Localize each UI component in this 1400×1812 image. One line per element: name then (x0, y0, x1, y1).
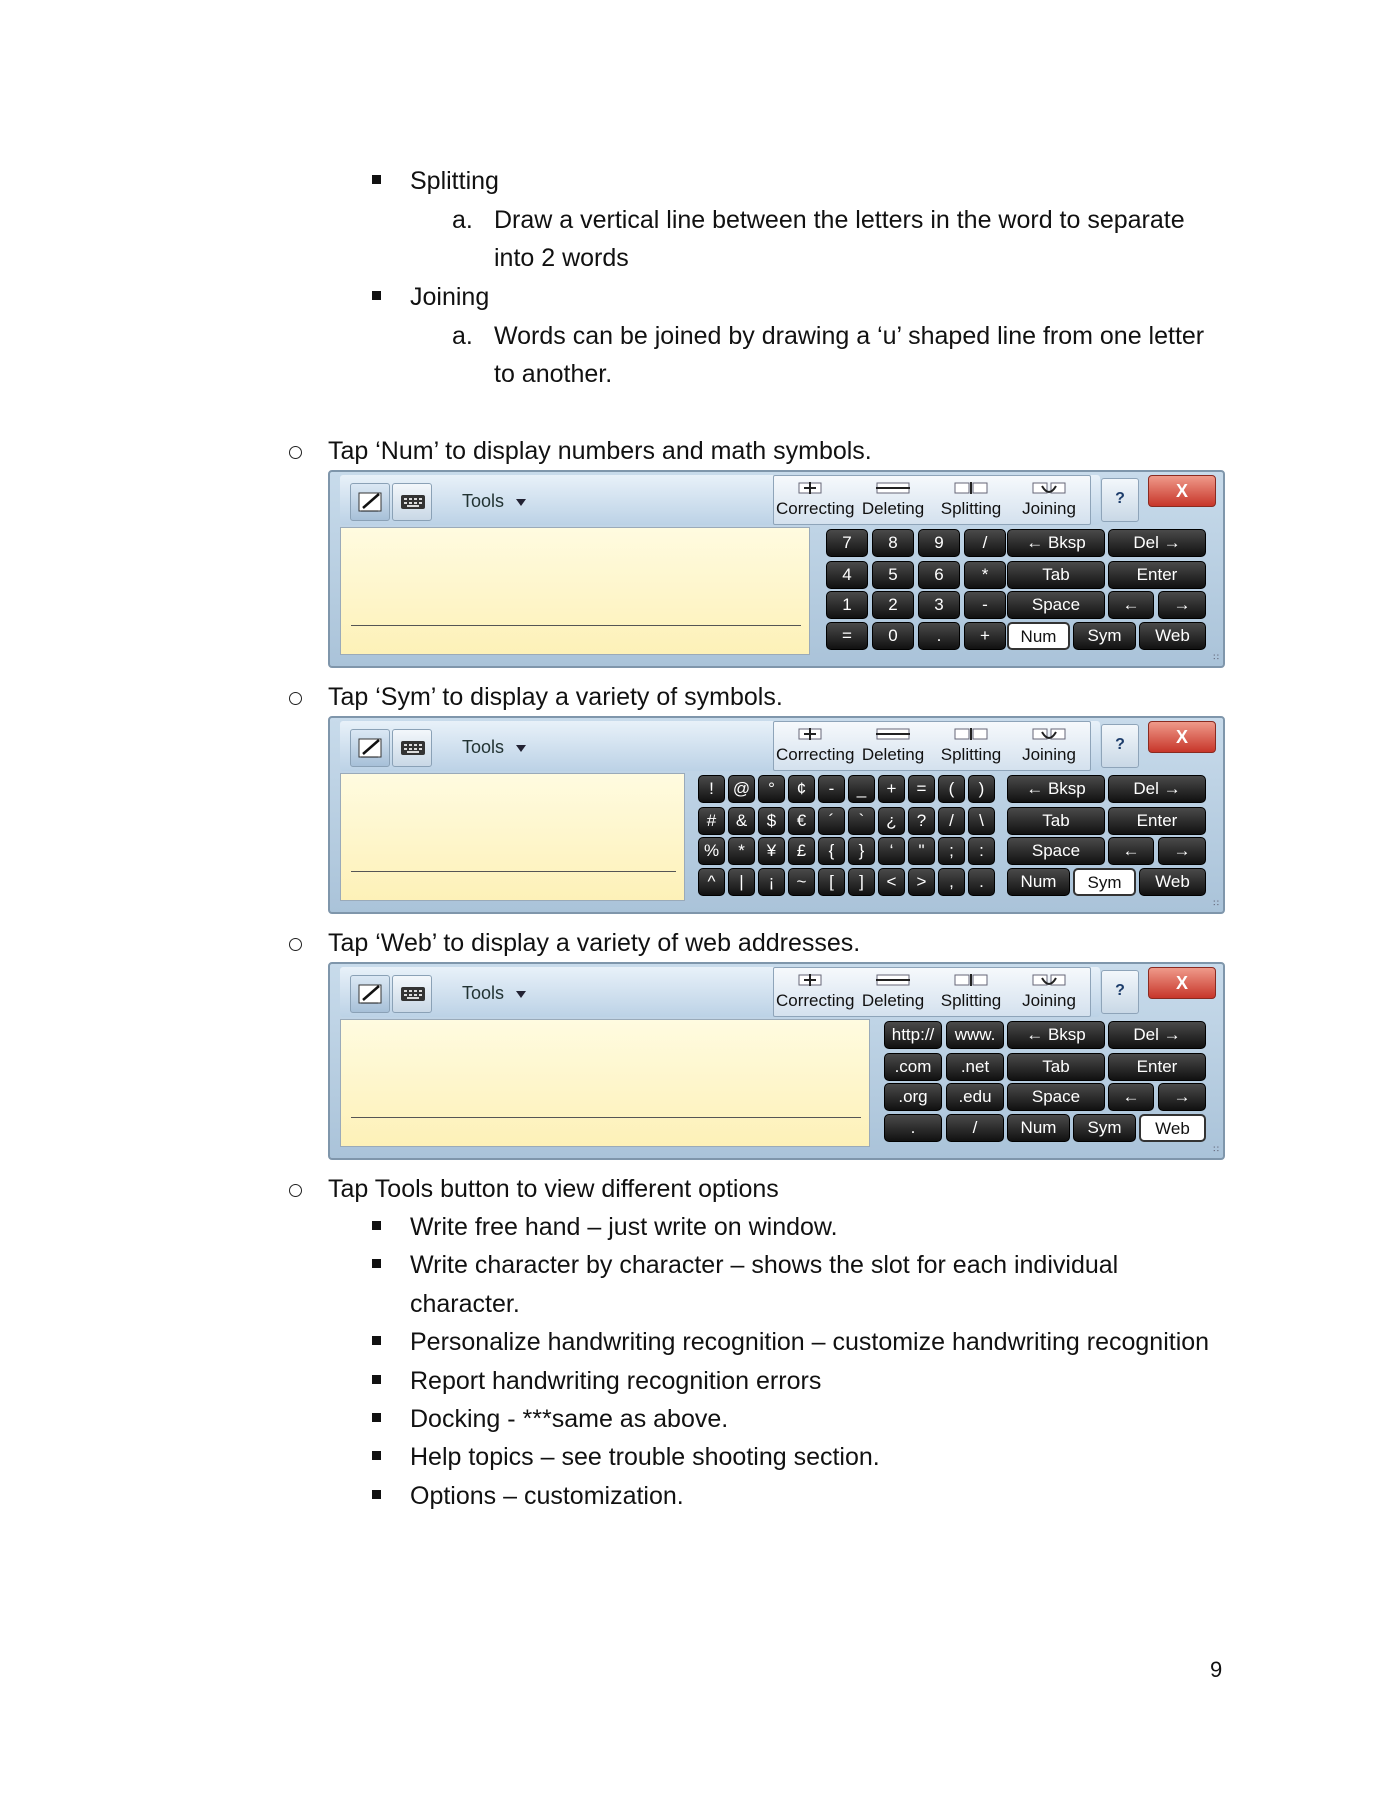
tab-key[interactable]: Tab (1007, 1053, 1105, 1081)
writing-baseline (351, 1117, 861, 1118)
key[interactable]: : (968, 837, 995, 865)
del-key[interactable]: Del → (1108, 775, 1206, 803)
key[interactable]: @ (728, 775, 755, 803)
key[interactable]: - (818, 775, 845, 803)
dropdown-arrow-icon[interactable] (516, 991, 526, 998)
key[interactable]: ¥ (758, 837, 785, 865)
num-key[interactable]: Num (1007, 622, 1070, 650)
tools-option: Options – customization. (410, 1482, 684, 1510)
key[interactable]: - (964, 591, 1006, 619)
bullet-marker (372, 175, 381, 184)
key[interactable]: www. (946, 1021, 1004, 1049)
bullet-marker (372, 1259, 381, 1268)
key[interactable]: ¡ (758, 868, 785, 896)
key[interactable]: . (968, 868, 995, 896)
writing-baseline (351, 625, 801, 626)
input-panel-sym (328, 716, 1225, 914)
resize-grip-icon[interactable]: ∷ (1213, 652, 1219, 662)
key[interactable]: ´ (818, 807, 845, 835)
sub-marker: a. (452, 206, 473, 234)
left-key[interactable]: ← (1108, 837, 1154, 865)
tools-menu-label[interactable]: Tools (462, 737, 505, 757)
circle-bullet (289, 692, 302, 705)
key[interactable]: = (826, 622, 868, 650)
bksp-key[interactable]: ← Bksp (1007, 775, 1105, 803)
splitting-description-cont: into 2 words (494, 244, 629, 272)
right-key[interactable]: → (1158, 837, 1206, 865)
pen-icon (358, 490, 384, 514)
writing-area[interactable] (340, 1019, 870, 1147)
pen-icon (358, 736, 384, 760)
keyboard-button[interactable] (392, 729, 432, 767)
sym-key[interactable]: Sym (1073, 622, 1136, 650)
key[interactable]: ( (938, 775, 965, 803)
joining-gesture-icon (1032, 973, 1066, 985)
keyboard-button[interactable] (392, 483, 432, 521)
bullet-splitting: Splitting (410, 167, 499, 195)
key[interactable]: = (908, 775, 935, 803)
circle-bullet (289, 938, 302, 951)
enter-key[interactable]: Enter (1108, 561, 1206, 589)
resize-grip-icon[interactable]: ∷ (1213, 898, 1219, 908)
gesture-correcting[interactable] (776, 968, 854, 1016)
help-icon[interactable]: ? (1101, 724, 1139, 768)
splitting-description: Draw a vertical line between the letters in the word to separate (494, 206, 1185, 234)
key[interactable]: $ (758, 807, 785, 835)
deleting-gesture-icon (876, 481, 910, 493)
gesture-label: Joining (1022, 991, 1076, 1010)
tools-option: Write free hand – just write on window. (410, 1213, 838, 1241)
key[interactable]: } (848, 837, 875, 865)
instruction-tools: Tap Tools button to view different options (328, 1175, 779, 1203)
gesture-label: Deleting (861, 499, 925, 518)
joining-gesture-icon (1032, 481, 1066, 493)
keyboard-icon (400, 982, 426, 1006)
key[interactable]: ¢ (788, 775, 815, 803)
sym-key[interactable]: Sym (1073, 868, 1136, 896)
sub-marker: a. (452, 322, 473, 350)
key[interactable]: .org (884, 1083, 942, 1111)
bullet-marker (372, 1490, 381, 1499)
key[interactable]: / (946, 1114, 1004, 1142)
key[interactable]: . (884, 1114, 942, 1142)
key[interactable]: ; (938, 837, 965, 865)
gesture-label: Correcting (776, 991, 855, 1010)
key[interactable]: 6 (918, 561, 960, 589)
help-icon[interactable]: ? (1101, 478, 1139, 522)
gesture-label: Splitting (940, 499, 1002, 518)
key[interactable]: + (878, 775, 905, 803)
space-key[interactable]: Space (1007, 591, 1105, 619)
pen-icon (358, 982, 384, 1006)
key[interactable]: 8 (872, 529, 914, 557)
tools-option-cont: character. (410, 1290, 520, 1318)
bullet-marker (372, 1221, 381, 1230)
key[interactable]: .edu (946, 1083, 1004, 1111)
web-key[interactable]: Web (1139, 622, 1206, 650)
key[interactable]: £ (788, 837, 815, 865)
key[interactable]: / (938, 807, 965, 835)
tools-menu-label[interactable]: Tools (462, 491, 505, 511)
gesture-joining[interactable] (1010, 968, 1088, 1016)
key[interactable]: [ (818, 868, 845, 896)
splitting-gesture-icon (954, 727, 988, 739)
key[interactable]: / (964, 529, 1006, 557)
key[interactable]: \ (968, 807, 995, 835)
space-key[interactable]: Space (1007, 1083, 1105, 1111)
gesture-label: Deleting (861, 745, 925, 764)
bullet-marker (372, 291, 381, 300)
bullet-marker (372, 1451, 381, 1460)
instruction-sym: Tap ‘Sym’ to display a variety of symbols. (328, 683, 783, 711)
enter-key[interactable]: Enter (1108, 807, 1206, 835)
tools-menu-label[interactable]: Tools (462, 983, 505, 1003)
enter-key[interactable]: Enter (1108, 1053, 1206, 1081)
key[interactable]: ` (848, 807, 875, 835)
deleting-gesture-icon (876, 727, 910, 739)
gesture-deleting[interactable] (854, 722, 932, 770)
key[interactable]: ‘ (878, 837, 905, 865)
gesture-joining[interactable] (1010, 476, 1088, 524)
keyboard-button[interactable] (392, 975, 432, 1013)
gesture-splitting[interactable] (932, 968, 1010, 1016)
key[interactable]: 4 (826, 561, 868, 589)
key[interactable]: | (728, 868, 755, 896)
tab-key[interactable]: Tab (1007, 807, 1105, 835)
gesture-label: Deleting (861, 991, 925, 1010)
key[interactable]: _ (848, 775, 875, 803)
tools-option: Docking - ***same as above. (410, 1405, 729, 1433)
key[interactable]: & (728, 807, 755, 835)
tools-option: Write character by character – shows the slot for each individual (410, 1251, 1119, 1279)
key[interactable]: ) (968, 775, 995, 803)
key[interactable]: € (788, 807, 815, 835)
close-button[interactable]: X (1148, 967, 1216, 999)
key[interactable]: < (878, 868, 905, 896)
key[interactable]: 9 (918, 529, 960, 557)
input-panel-num (328, 470, 1225, 668)
help-icon[interactable]: ? (1101, 970, 1139, 1014)
handwriting-pad-button[interactable] (350, 483, 390, 521)
sym-key[interactable]: Sym (1073, 1114, 1136, 1142)
gesture-deleting[interactable] (854, 476, 932, 524)
gesture-label: Splitting (940, 745, 1002, 764)
gesture-label: Joining (1022, 745, 1076, 764)
web-key[interactable]: Web (1139, 868, 1206, 896)
key[interactable]: 3 (918, 591, 960, 619)
key[interactable]: % (698, 837, 725, 865)
del-key[interactable]: Del → (1108, 1021, 1206, 1049)
bksp-key[interactable]: ← Bksp (1007, 529, 1105, 557)
key[interactable]: ° (758, 775, 785, 803)
gesture-correcting[interactable] (776, 722, 854, 770)
key[interactable]: * (728, 837, 755, 865)
num-key[interactable]: Num (1007, 1114, 1070, 1142)
instruction-web: Tap ‘Web’ to display a variety of web addresses. (328, 929, 861, 957)
key[interactable]: ! (698, 775, 725, 803)
gesture-deleting[interactable] (854, 968, 932, 1016)
space-key[interactable]: Space (1007, 837, 1105, 865)
resize-grip-icon[interactable]: ∷ (1213, 1144, 1219, 1154)
gesture-label: Splitting (940, 991, 1002, 1010)
key[interactable]: ~ (788, 868, 815, 896)
circle-bullet (289, 1184, 302, 1197)
close-button[interactable]: X (1148, 475, 1216, 507)
correcting-gesture-icon (798, 727, 832, 739)
key[interactable]: { (818, 837, 845, 865)
bullet-marker (372, 1413, 381, 1422)
key[interactable]: > (908, 868, 935, 896)
splitting-gesture-icon (954, 973, 988, 985)
gesture-splitting[interactable] (932, 476, 1010, 524)
joining-gesture-icon (1032, 727, 1066, 739)
gesture-label: Correcting (776, 499, 855, 518)
correcting-gesture-icon (798, 973, 832, 985)
gesture-label: Correcting (776, 745, 855, 764)
gesture-correcting[interactable] (776, 476, 854, 524)
joining-description-cont: to another. (494, 360, 613, 388)
bullet-marker (372, 1336, 381, 1345)
tools-option: Personalize handwriting recognition – customize handwriting recognition (410, 1328, 1210, 1356)
tools-option: Help topics – see trouble shooting section. (410, 1443, 880, 1471)
circle-bullet (289, 446, 302, 459)
gesture-joining[interactable] (1010, 722, 1088, 770)
input-panel-web (328, 962, 1225, 1160)
key[interactable]: # (698, 807, 725, 835)
key[interactable]: ? (908, 807, 935, 835)
dropdown-arrow-icon[interactable] (516, 499, 526, 506)
bullet-joining: Joining (410, 283, 490, 311)
key[interactable]: ^ (698, 868, 725, 896)
page-number: 9 (1210, 1657, 1223, 1682)
keyboard-icon (400, 736, 426, 760)
correcting-gesture-icon (798, 481, 832, 493)
deleting-gesture-icon (876, 973, 910, 985)
gesture-tutorial-bar (773, 967, 1091, 1017)
handwriting-pad-button[interactable] (350, 975, 390, 1013)
gesture-tutorial-bar (773, 721, 1091, 771)
key[interactable]: + (964, 622, 1006, 650)
tab-key[interactable]: Tab (1007, 561, 1105, 589)
key[interactable]: 7 (826, 529, 868, 557)
key[interactable]: 5 (872, 561, 914, 589)
key[interactable]: . (918, 622, 960, 650)
instruction-num: Tap ‘Num’ to display numbers and math symbols. (328, 437, 872, 465)
key[interactable]: http:// (884, 1021, 942, 1049)
key[interactable]: * (964, 561, 1006, 589)
key[interactable]: .net (946, 1053, 1004, 1081)
gesture-tutorial-bar (773, 475, 1091, 525)
gesture-splitting[interactable] (932, 722, 1010, 770)
right-key[interactable]: → (1158, 1083, 1206, 1111)
key[interactable]: 0 (872, 622, 914, 650)
splitting-gesture-icon (954, 481, 988, 493)
key[interactable]: " (908, 837, 935, 865)
left-key[interactable]: ← (1108, 591, 1154, 619)
left-key[interactable]: ← (1108, 1083, 1154, 1111)
key[interactable]: ] (848, 868, 875, 896)
num-key[interactable]: Num (1007, 868, 1070, 896)
key[interactable]: , (938, 868, 965, 896)
right-key[interactable]: → (1158, 591, 1206, 619)
writing-baseline (351, 871, 676, 872)
dropdown-arrow-icon[interactable] (516, 745, 526, 752)
handwriting-pad-button[interactable] (350, 729, 390, 767)
close-button[interactable]: X (1148, 721, 1216, 753)
key[interactable]: .com (884, 1053, 942, 1081)
key[interactable]: ¿ (878, 807, 905, 835)
writing-area[interactable] (340, 527, 810, 655)
bksp-key[interactable]: ← Bksp (1007, 1021, 1105, 1049)
writing-area[interactable] (340, 773, 685, 901)
joining-description: Words can be joined by drawing a ‘u’ shaped line from one letter (494, 322, 1205, 350)
key[interactable]: 2 (872, 591, 914, 619)
gesture-label: Joining (1022, 499, 1076, 518)
del-key[interactable]: Del → (1108, 529, 1206, 557)
web-key[interactable]: Web (1139, 1114, 1206, 1142)
keyboard-icon (400, 490, 426, 514)
key[interactable]: 1 (826, 591, 868, 619)
tools-option: Report handwriting recognition errors (410, 1367, 822, 1395)
bullet-marker (372, 1375, 381, 1384)
